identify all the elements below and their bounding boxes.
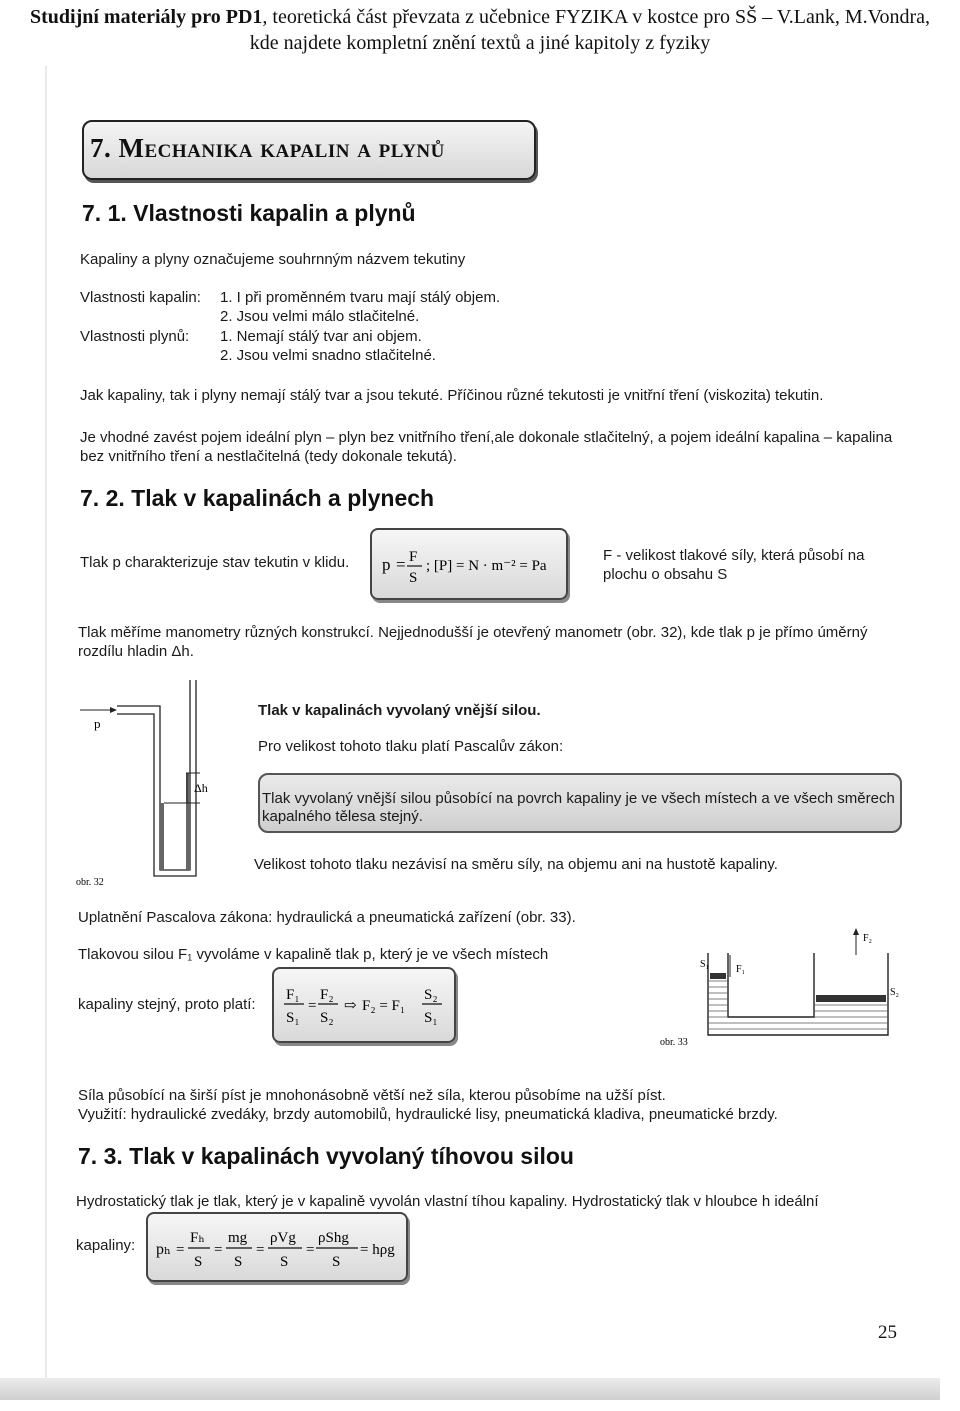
section-7-2-heading: 7. 2. Tlak v kapalinách a plynech (80, 485, 435, 511)
fig32-caption: obr. 32 (76, 877, 104, 888)
fh: Fₕ (190, 1230, 205, 1246)
liquid-props-label: Vlastnosti kapalin: (80, 289, 201, 306)
hydrostatic-formula (148, 1214, 406, 1280)
p-label: p (94, 716, 101, 731)
mg: mg (228, 1230, 248, 1246)
p-arrow-head (110, 707, 117, 713)
pascal-law-2: kapalného tělesa stejný. (262, 808, 423, 825)
formula-p: p (382, 555, 391, 574)
eq-a: = (176, 1242, 185, 1258)
viscosity-text: Jak kapaliny, tak i plyny nemají stálý tvar a jsou tekuté. Příčinou různé tekutosti je vnitřní tření (viskozita) tekutin. (80, 387, 824, 404)
independence-text: Velikost tohoto tlaku nezávisí na směru síly, na objemu ani na hustotě kapaliny. (254, 856, 778, 873)
pascal-law-1: Tlak vyvolaný vnější silou působící na povrch kapaliny je ve všech místech a ve všech směrech (262, 790, 895, 807)
header-line-2: kde najdete kompletní znění textů a jiné kapitoly z fyziky (249, 32, 711, 54)
s-c: S (280, 1254, 289, 1270)
hydrostatic-text-2: kapaliny: (76, 1237, 136, 1254)
f1: F₁ (286, 987, 300, 1003)
pressure-formula-box (370, 528, 568, 600)
header-line-1: Studijní materiály pro PD1, teoretická část převzata z učebnice FYZIKA v kostce pro SŠ – V.Lank, M.Vondra, (29, 6, 931, 28)
s2-ratio: S₂ (424, 987, 438, 1003)
external-pressure-heading: Tlak v kapalinách vyvolaný vnější silou. (258, 702, 541, 719)
pressure-formula (372, 530, 566, 598)
hydrostatic-text-1: Hydrostatický tlak je tlak, který je v kapalině vyvolán vlastní tíhou kapaliny. Hydrostatický tlak v hloubce h ideální (76, 1193, 819, 1210)
force-note-2: plochu o obsahu S (603, 566, 728, 583)
manometer-text-1: Tlak měříme manometry různých konstrukcí. Nejjednodušší je otevřený manometr (obr. 32), kde tlak p je přímo úměrný (78, 624, 868, 641)
tube-inner (117, 680, 196, 876)
f1-label: F₁ (736, 964, 746, 975)
gas-props-label: Vlastnosti plynů: (80, 328, 190, 345)
formula-unit: ; [P] = N · m⁻² = Pa (426, 558, 547, 574)
manometer-figure (70, 670, 250, 895)
gas-prop-1: 1. Nemají stálý tvar ani objem. (220, 328, 422, 345)
pascal-application: Uplatnění Pascalova zákona: hydraulická a pneumatická zařízení (obr. 33). (78, 909, 576, 926)
pressure-definition-text: Tlak p charakterizuje stav tekutin v klidu. (80, 554, 350, 571)
section-7-1-heading: 7. 1. Vlastnosti kapalin a plynů (82, 200, 416, 226)
section-7-3-heading: 7. 3. Tlak v kapalinách vyvolaný tíhovou silou (78, 1143, 574, 1169)
s-a: S (194, 1254, 203, 1270)
hydraulic-text-1: Tlakovou silou F₁ vyvoláme v kapalině tlak p, který je ve všech místech (78, 946, 549, 963)
rvg: ρVg (270, 1230, 296, 1246)
hydrostatic-formula-box (146, 1212, 408, 1282)
chapter-title: 7. Mechanika kapalin a plynů (90, 133, 445, 163)
gas-prop-2: 2. Jsou velmi snadno stlačitelné. (220, 347, 436, 364)
f2: F₂ (320, 987, 334, 1003)
ideal-fluid-text-2: bez vnitřního tření a nestlačitelná (tedy dokonale tekutá). (80, 448, 457, 465)
liquid-hatching (708, 981, 888, 1029)
hrg: = hρg (360, 1242, 395, 1258)
scan-bottom-strip (0, 1378, 940, 1400)
s1-ratio: S₁ (424, 1010, 438, 1026)
hydraulic-press-figure (650, 925, 900, 1050)
fig33-caption: obr. 33 (660, 1037, 688, 1048)
f2-label: F₂ (863, 933, 873, 944)
formula-S: S (409, 570, 418, 586)
liquid-prop-2: 2. Jsou velmi málo stlačitelné. (220, 308, 420, 325)
ph: pₕ (156, 1241, 171, 1258)
f2-result: F₂ = F₁ (362, 998, 406, 1014)
large-piston (816, 995, 886, 1002)
larger-piston-text: Síla působící na širší píst je mnohonásobně větší než síla, kterou působíme na užší píst. (78, 1087, 666, 1104)
fluids-intro: Kapaliny a plyny označujeme souhrnným názvem tekutiny (80, 251, 466, 268)
implies-arrow: ⇨ (344, 998, 357, 1014)
page-header (0, 4, 960, 56)
s-b: S (234, 1254, 243, 1270)
s-d: S (332, 1254, 341, 1270)
s2: S₂ (320, 1010, 334, 1026)
small-piston (710, 973, 726, 979)
eq-1: = (308, 998, 317, 1014)
eq-b: = (214, 1242, 223, 1258)
hydraulic-formula-box (272, 967, 456, 1043)
liquid-prop-1: 1. I při proměnném tvaru mají stálý objem. (220, 289, 501, 306)
usage-text: Využití: hydraulické zvedáky, brzdy automobilů, hydraulické lisy, pneumatická kladiva, pneumatické brzdy. (78, 1106, 778, 1123)
formula-eq: = (396, 555, 406, 574)
liquid-left (160, 803, 164, 870)
vessel-inner (728, 953, 814, 1017)
force-note-1: F - velikost tlakové síly, která působí na (603, 547, 865, 564)
dh-label: Δh (194, 781, 208, 795)
eq-c: = (256, 1242, 265, 1258)
scan-edge (45, 66, 47, 1386)
f2-arrow-head (853, 928, 859, 935)
hydraulic-text-2: kapaliny stejný, proto platí: (78, 996, 256, 1013)
s1: S₁ (286, 1010, 300, 1026)
s1-label: S₁ (700, 959, 710, 970)
manometer-text-2: rozdílu hladin Δh. (78, 643, 194, 660)
page-number: 25 (878, 1322, 897, 1343)
pascal-intro: Pro velikost tohoto tlaku platí Pascalův zákon: (258, 738, 564, 755)
ideal-fluid-text-1: Je vhodné zavést pojem ideální plyn – plyn bez vnitřního tření,ale dokonale stlačitelný, a pojem ideální kapalina – kapalina (80, 429, 893, 446)
s2-label: S₂ (890, 987, 900, 998)
formula-F: F (409, 549, 418, 565)
eq-d: = (306, 1242, 315, 1258)
rshg: ρShg (318, 1230, 349, 1246)
hydraulic-formula (274, 969, 454, 1041)
